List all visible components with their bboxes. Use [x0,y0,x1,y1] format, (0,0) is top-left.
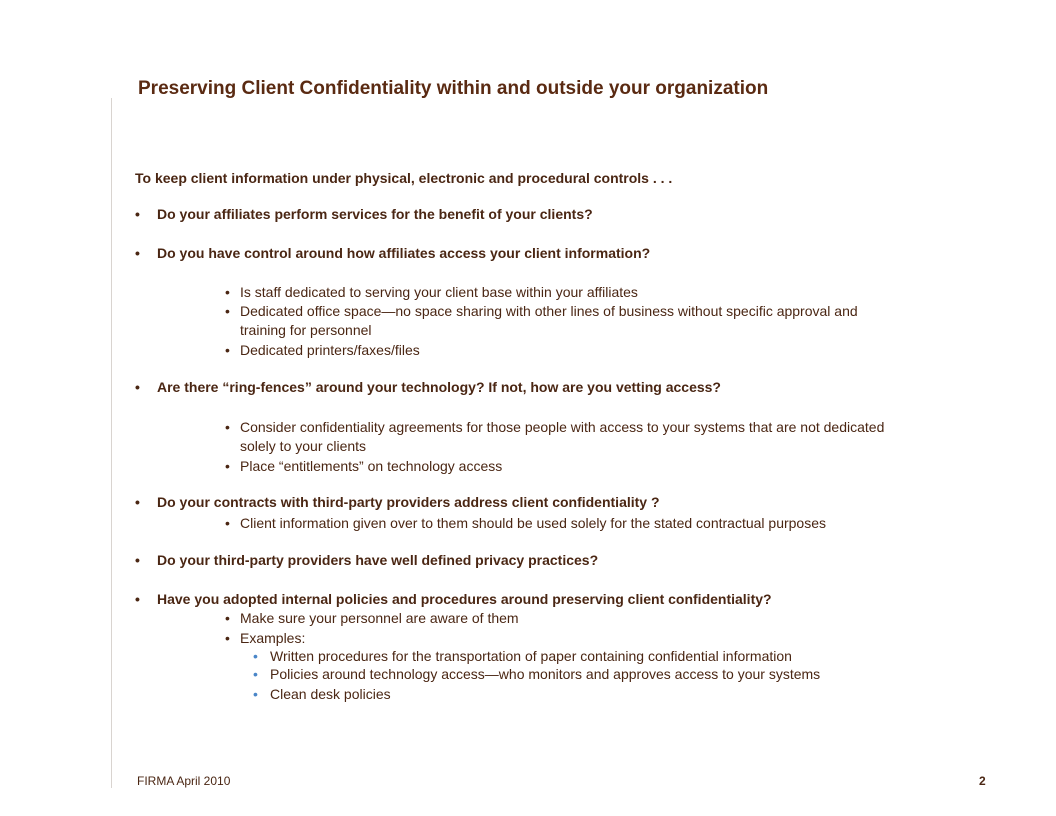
question-contracts [135,494,660,510]
bullet-mark: • [135,206,140,222]
sub-text: Consider confidentiality agreements for those people with access to your systems that are not dedicated [240,419,885,435]
sub-bullet-personnel-aware [225,609,985,628]
bullet-mark: • [135,494,140,510]
sub-text: Is staff dedicated to serving your client base within your affiliates [240,284,638,300]
bullet-mark: • [135,379,140,395]
question-text: Do your affiliates perform services for the benefit of your clients? [157,206,593,222]
sub-text: Examples: [240,630,306,646]
example-technology-access [253,666,820,682]
question-privacy-practices [135,552,598,568]
slide-title: Preserving Client Confidentiality within and outside your organization [138,78,769,99]
sub-bullet-office-space [225,302,985,340]
vertical-divider [111,98,112,788]
sub-text: Client information given over to them should be used solely for the stated contractual purposes [240,515,826,531]
sub-text: Dedicated office space—no space sharing with other lines of business without specific approval and [240,303,858,319]
sub-bullet-entitlements [225,457,985,476]
example-written-procedures [253,648,792,664]
bullet-mark: • [135,552,140,568]
sub-text: Place “entitlements” on technology access [240,458,503,474]
question-internal-policies [135,591,772,607]
example-text: Clean desk policies [270,686,391,702]
sub-bullet-confidentiality-agreements [225,418,985,456]
page-number: 2 [979,774,986,788]
sub-text: Dedicated printers/faxes/files [240,342,420,358]
bullet-mark: • [225,342,230,358]
bullet-mark: • [253,666,258,682]
question-ring-fences [135,379,721,395]
bullet-mark: • [225,630,230,646]
example-text: Policies around technology access—who monitors and approves access to your systems [270,666,821,682]
bullet-mark: • [225,284,230,300]
question-text: Do your contracts with third-party providers address client confidentiality ? [157,494,660,510]
sub-bullet-examples [225,629,985,648]
intro-line: To keep client information under physical, electronic and procedural controls . . . [135,170,673,186]
bullet-mark: • [135,591,140,607]
sub-bullet-contractual-purposes [225,514,985,533]
bullet-mark: • [225,458,230,474]
question-text: Have you adopted internal policies and procedures around preserving client confidentiality? [157,591,772,607]
sub-bullet-printers [225,341,985,360]
question-affiliates-access [135,245,650,261]
bullet-mark: • [253,686,258,702]
example-clean-desk [253,686,391,702]
sub-bullet-staff [225,283,985,302]
footer-label: FIRMA April 2010 [137,774,231,788]
bullet-mark: • [225,610,230,626]
bullet-mark: • [253,648,258,664]
sub-text-continued: solely to your clients [240,438,367,454]
question-text: Are there “ring-fences” around your technology? If not, how are you vetting access? [157,379,721,395]
sub-text: Make sure your personnel are aware of them [240,610,519,626]
example-text: Written procedures for the transportation of paper containing confidential information [270,648,792,664]
bullet-mark: • [225,515,230,531]
question-text: Do your third-party providers have well defined privacy practices? [157,552,599,568]
bullet-mark: • [225,303,230,319]
question-text: Do you have control around how affiliates access your client information? [157,245,651,261]
bullet-mark: • [225,419,230,435]
question-affiliates-services [135,206,593,222]
bullet-mark: • [135,245,140,261]
sub-text-continued: training for personnel [240,322,372,338]
